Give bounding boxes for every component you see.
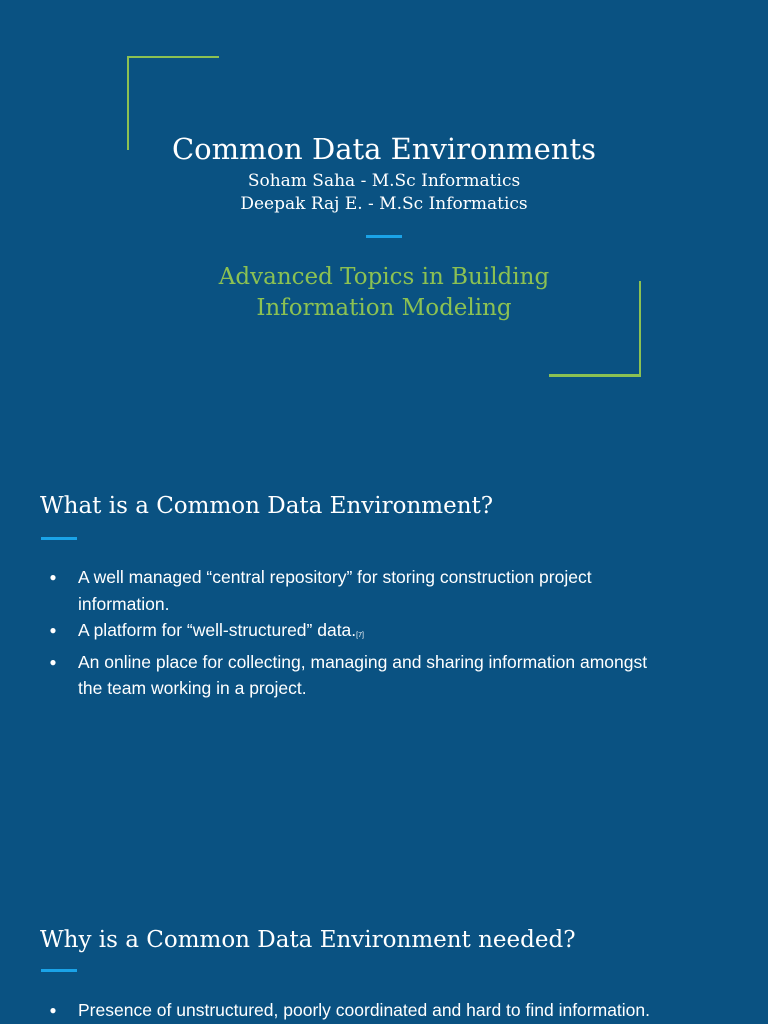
- bullet-text-line: An online place for collecting, managing and sharing information amongst: [78, 651, 648, 672]
- section-1-divider: [41, 537, 77, 540]
- list-item: [46, 649, 726, 702]
- bullet-text-line: A well managed “central repository” for storing construction project: [78, 567, 592, 587]
- bullet-text-line: the team working in a project.: [78, 678, 307, 698]
- bullet-dot-icon: ●: [49, 1003, 57, 1017]
- list-item: [46, 617, 726, 649]
- title-divider: [366, 235, 402, 238]
- section-heading-what-is-cde: What is a Common Data Environment?: [40, 493, 494, 519]
- subtitle-line-1: Advanced Topics in Building: [218, 264, 550, 290]
- list-item: [46, 564, 726, 617]
- bullet-dot-icon: ●: [49, 570, 57, 584]
- bullet-text-line: information.: [78, 593, 170, 614]
- citation-reference: [7]: [356, 632, 364, 639]
- list-item: [46, 997, 726, 1024]
- section-2-divider: [41, 969, 77, 972]
- author-line-2: Deepak Raj E. - M.Sc Informatics: [240, 194, 528, 214]
- author-line-1: Soham Saha - M.Sc Informatics: [247, 171, 521, 191]
- bullet-dot-icon: ●: [49, 654, 57, 669]
- bullet-list-why-cde-needed: [46, 997, 726, 1024]
- section-heading-why-cde-needed: Why is a Common Data Environment needed?: [40, 927, 576, 953]
- bullet-list-what-is-cde: [46, 564, 726, 702]
- bullet-text-line: A platform for “well-structured” data.: [78, 620, 357, 640]
- bullet-dot-icon: ●: [49, 623, 57, 637]
- presentation-subtitle: [0, 262, 768, 324]
- subtitle-line-2: Information Modeling: [256, 295, 512, 321]
- bullet-text-line: Presence of unstructured, poorly coordinated and hard to find information.: [78, 1000, 651, 1020]
- presentation-title: Common Data Environments: [171, 132, 597, 166]
- decorative-corner-bracket-bottom-right: [549, 281, 641, 377]
